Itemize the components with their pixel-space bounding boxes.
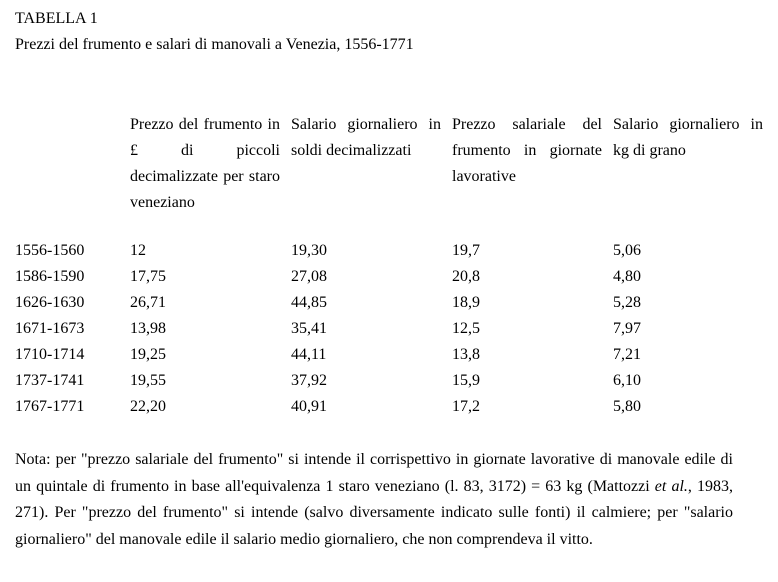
wage-soldi-cell: 40,91 bbox=[291, 398, 327, 415]
table-row bbox=[0, 316, 778, 342]
header-wheat-price: Prezzo del frumento in £ di piccoli decimalizzate per staro veneziano bbox=[130, 116, 280, 211]
period-cell: 1767-1771 bbox=[15, 398, 85, 415]
wheat-price-cell: 19,55 bbox=[130, 372, 166, 389]
note-text-end: , 1983, 271). Per "prezzo del frumento" si intende (salvo diversamente indicato sulle fonti) il calmiere; per "salario giornaliero" del manovale edile il salario medio giornaliero, che non comprendeva il vitto. bbox=[15, 477, 734, 548]
table-row bbox=[0, 368, 778, 394]
table-title: Prezzi del frumento e salari di manovali a Venezia, 1556-1771 bbox=[15, 36, 414, 53]
header-wage-price-of-wheat: Prezzo salariale del frumento in giornate lavorative bbox=[452, 116, 602, 185]
wage-price-cell: 19,7 bbox=[452, 242, 480, 259]
period-cell: 1671-1673 bbox=[15, 320, 85, 337]
wage-price-cell: 20,8 bbox=[452, 268, 480, 285]
note-text-italic: et al. bbox=[654, 477, 688, 495]
wage-soldi-cell: 27,08 bbox=[291, 268, 327, 285]
wage-soldi-cell: 44,85 bbox=[291, 294, 327, 311]
wage-kg-cell: 5,80 bbox=[613, 398, 641, 415]
header-daily-wage-kg: Salario giornaliero in kg di grano bbox=[613, 116, 763, 159]
period-cell: 1556-1560 bbox=[15, 242, 85, 259]
wage-price-cell: 12,5 bbox=[452, 320, 480, 337]
wheat-price-cell: 19,25 bbox=[130, 346, 166, 363]
wheat-price-cell: 22,20 bbox=[130, 398, 166, 415]
period-cell: 1626-1630 bbox=[15, 294, 85, 311]
table-row bbox=[0, 394, 778, 420]
wheat-price-cell: 13,98 bbox=[130, 320, 166, 337]
wheat-price-cell: 17,75 bbox=[130, 268, 166, 285]
wage-kg-cell: 5,28 bbox=[613, 294, 641, 311]
wage-kg-cell: 7,97 bbox=[613, 320, 641, 337]
table-row bbox=[0, 290, 778, 316]
table-note bbox=[15, 447, 733, 553]
wage-kg-cell: 6,10 bbox=[613, 372, 641, 389]
wheat-price-cell: 12 bbox=[130, 242, 146, 259]
note-text-start: Nota: per "prezzo salariale del frumento" si intende il corrispettivo in giornate lavorative di manovale edile di un quintale di frumento in base all'equivalenza 1 staro veneziano (l. 83, 3172) = 63 kg (Mattozzi bbox=[15, 451, 733, 495]
wage-kg-cell: 5,06 bbox=[613, 242, 641, 259]
wage-soldi-cell: 44,11 bbox=[291, 346, 327, 363]
wage-price-cell: 18,9 bbox=[452, 294, 480, 311]
table-label: TABELLA 1 bbox=[15, 10, 98, 27]
table-row bbox=[0, 264, 778, 290]
wage-price-cell: 13,8 bbox=[452, 346, 480, 363]
table-row bbox=[0, 238, 778, 264]
wage-soldi-cell: 37,92 bbox=[291, 372, 327, 389]
table-row bbox=[0, 342, 778, 368]
wage-kg-cell: 4,80 bbox=[613, 268, 641, 285]
period-cell: 1737-1741 bbox=[15, 372, 85, 389]
period-cell: 1586-1590 bbox=[15, 268, 85, 285]
wage-price-cell: 15,9 bbox=[452, 372, 480, 389]
wage-price-cell: 17,2 bbox=[452, 398, 480, 415]
wage-soldi-cell: 19,30 bbox=[291, 242, 327, 259]
wage-kg-cell: 7,21 bbox=[613, 346, 641, 363]
wheat-price-cell: 26,71 bbox=[130, 294, 166, 311]
header-daily-wage-soldi: Salario giornaliero in soldi decimalizzati bbox=[291, 116, 441, 159]
wage-soldi-cell: 35,41 bbox=[291, 320, 327, 337]
period-cell: 1710-1714 bbox=[15, 346, 85, 363]
